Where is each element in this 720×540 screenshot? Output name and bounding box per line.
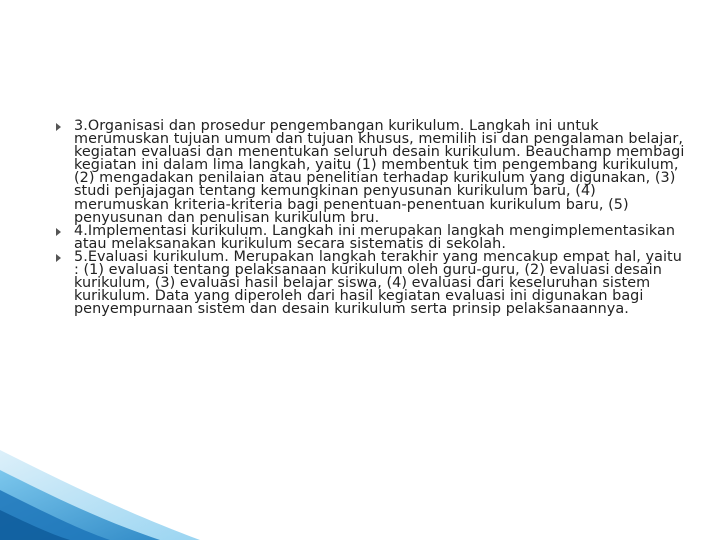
triangle-bullet-icon	[56, 123, 61, 131]
list-item	[48, 248, 688, 318]
bullet-text: 3.Organisasi dan prosedur pengembangan kurikulum. Langkah ini untuk merumuskan tujuan umum dan tujuan khusus, memilih isi dan pengalaman belajar, kegiatan evaluasi dan menentukan seluruh desain kurikulum. Beauchamp membagi kegiatan ini dalam lima langkah, yaitu (1) membentuk tim pengembang kurikulum, (2) mengadakan penilaian atau penelitian terhadap kurikulum yang digunakan, (3) studi penjajagan tentang kemungkinan penyusunan kurikulum baru, (4) merumuskan kriteria-kriteria bagi penentuan-penentuan kurikulum baru, (5) penyusunan dan penulisan kurikulum bru.	[74, 118, 685, 226]
corner-wave-decoration	[0, 450, 200, 540]
triangle-bullet-icon	[56, 254, 61, 262]
bullet-text: 5.Evaluasi kurikulum. Merupakan langkah terakhir yang mencakup empat hal, yaitu : (1) evaluasi tentang pelaksanaan kurikulum oleh guru-guru, (2) evaluasi desain kurikulum, (3) evaluasi hasil belajar siswa, (4) evaluasi dari keseluruhan sistem kurikulum. Data yang diperoleh dari hasil kegiatan evaluasi ini digunakan bagi penyempurnaan sistem dan desain kurikulum serta prinsip pelaksanaannya.	[74, 248, 682, 318]
triangle-bullet-icon	[56, 228, 61, 236]
bullet-text: 4.Implementasi kurikulum. Langkah ini merupakan langkah mengimplementasikan atau melaksanakan kurikulum secara sistematis di sekolah.	[74, 222, 676, 252]
bullet-list	[48, 120, 688, 316]
list-item	[48, 120, 688, 225]
list-item	[48, 222, 688, 252]
